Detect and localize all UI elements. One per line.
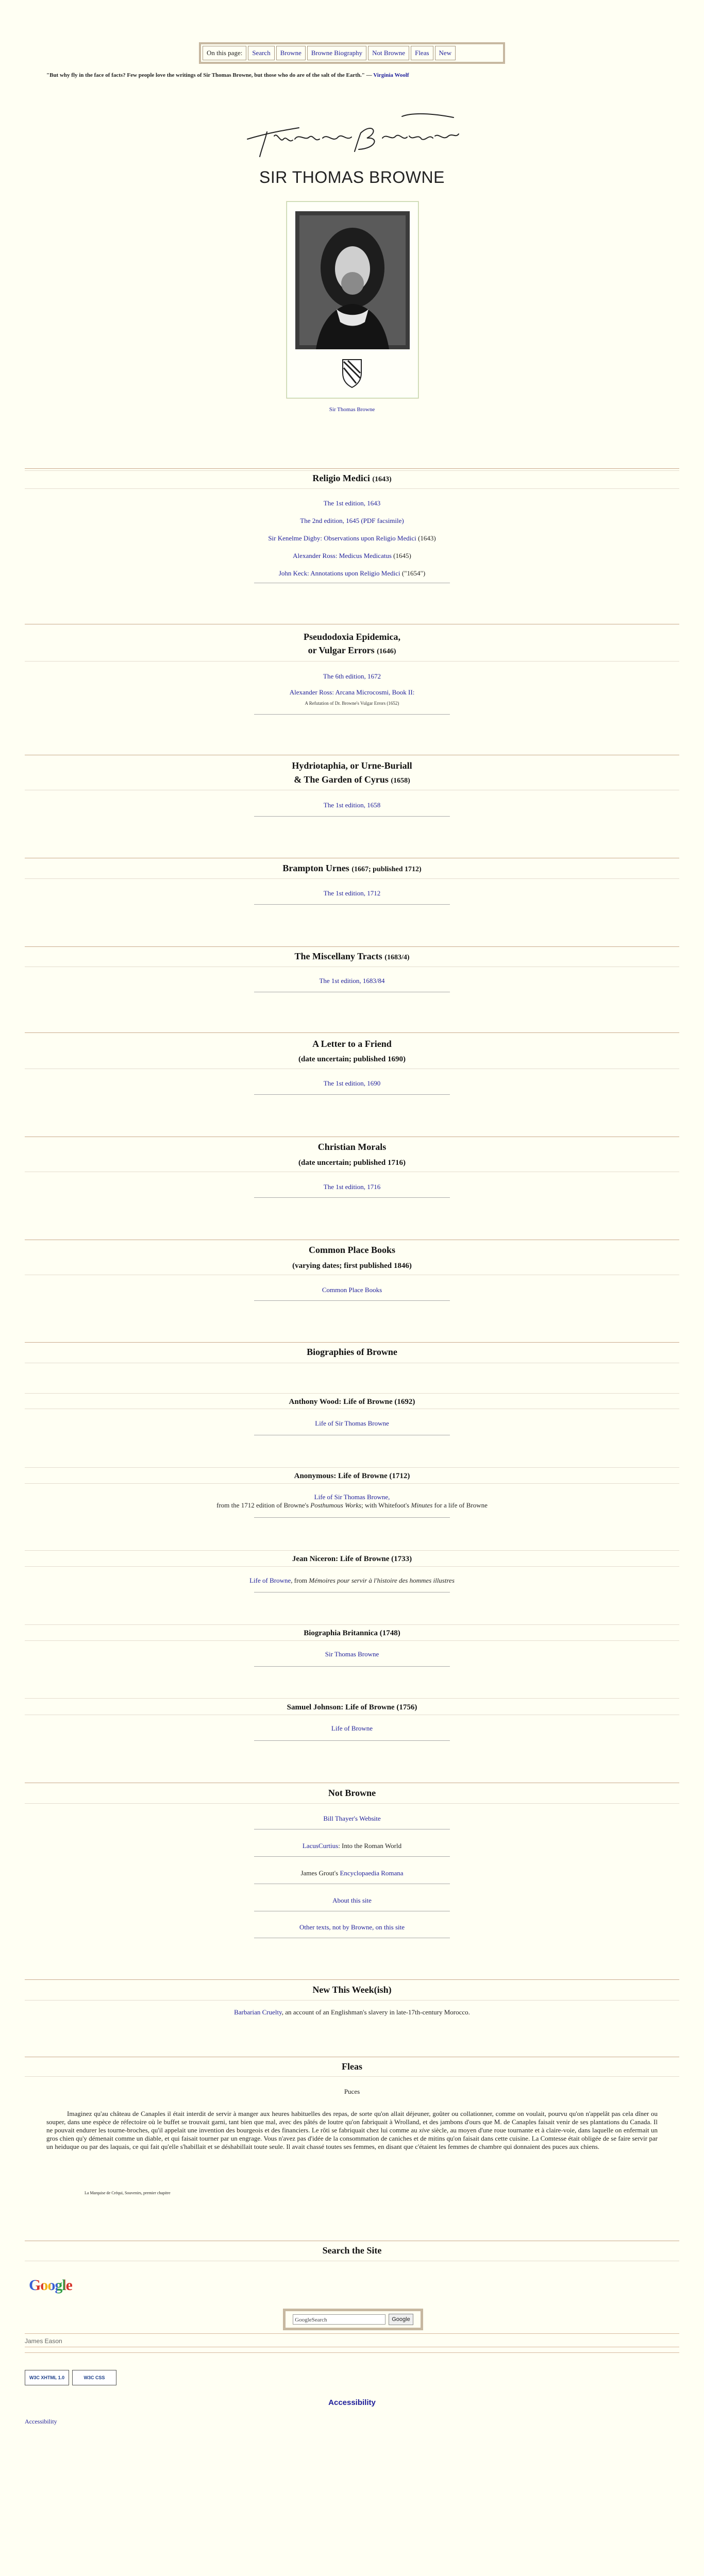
item-suffix: (1643) (416, 534, 436, 542)
rule (254, 714, 450, 715)
footer-author: James Eason (25, 2337, 62, 2345)
nav-link[interactable]: New (439, 49, 452, 57)
section-divider (25, 1342, 679, 1343)
section-heading-not-browne (0, 1788, 704, 1799)
quote-author-link[interactable]: Virginia Woolf (373, 72, 409, 78)
nav-link[interactable]: Browne (280, 49, 301, 57)
heading-text: Not Browne (328, 1788, 376, 1798)
bio-link-wood[interactable]: Life of Sir Thomas Browne (315, 1419, 389, 1427)
heading-text: & The Garden of Cyrus (294, 774, 389, 785)
item-suffix: : Into the Roman World (338, 1842, 402, 1850)
not-browne-link-thayer[interactable]: Bill Thayer's Website (323, 1815, 381, 1822)
page-title: SIR THOMAS BROWNE (259, 168, 445, 187)
heading-text: Religio Medici (312, 473, 370, 483)
note-text: ; with Whitefoot's (361, 1501, 411, 1509)
pseudodoxia-link[interactable]: The 6th edition, 1672 (323, 672, 381, 680)
miscellany-link[interactable]: The 1st edition, 1683/84 (319, 977, 385, 985)
coat-of-arms-icon (341, 358, 363, 388)
bio-link-niceron[interactable]: Life of Browne (249, 1577, 291, 1584)
nav-item-new[interactable] (435, 46, 456, 60)
heading-date: (1683/4) (384, 954, 410, 961)
morals-link[interactable]: The 1st edition, 1716 (323, 1183, 381, 1191)
section-heading-biographies (0, 1347, 704, 1358)
nav-label: On this page: (203, 46, 246, 60)
bio-link-anon[interactable]: Life of Sir Thomas Browne, (314, 1493, 390, 1501)
section-divider (25, 2000, 679, 2001)
heading-text: Fleas (342, 2061, 362, 2072)
heading-text: Common Place Books (309, 1245, 395, 1255)
heading-text: Christian Morals (317, 1142, 387, 1152)
section-heading-pseudodoxia-2 (0, 645, 704, 656)
page-nav (199, 42, 505, 64)
item-text: James Grout's (300, 1869, 340, 1877)
section-divider (25, 1698, 679, 1699)
rule (254, 816, 450, 817)
religio-link[interactable]: Sir Kenelme Digby: Observations upon Religio Medici (268, 534, 416, 542)
portrait-frame (287, 201, 418, 398)
rule (254, 1197, 450, 1198)
section-divider (25, 1640, 679, 1641)
nav-item-browne[interactable] (276, 46, 306, 60)
heading-text: Search the Site (322, 2245, 382, 2256)
section-heading-miscellany (0, 951, 704, 962)
rule (254, 1666, 450, 1667)
section-divider (25, 1550, 679, 1551)
nav-item-not-browne[interactable] (368, 46, 409, 60)
section-divider (25, 2076, 679, 2077)
section-heading-search (0, 2245, 704, 2256)
heading-date: (1667; published 1712) (351, 866, 422, 873)
fleas-text-part: siècle, au moyen d'une roue tournante et à claire-voie, dans laquelle on enfermait un gros chien qu'y démenait comme un diable, et qui faisait tourner par un engrage. Vous n'avez pas d'idée de la consommation de caniches et de mitins qu'on faisait dans cette cuisine. La Comtesse était obligée de se faire servir par un heiduque ou par des laquais, ce qui fait qu'elle s'habillait et se déshabillait toute seule. Il avait chassé toutes ses femmes, en disant que c'étaient les femmes de chambre qui donnaient des puces aux chiens. (46, 2126, 658, 2150)
note-emphasis: Minutes (411, 1501, 433, 1509)
not-browne-link-other[interactable]: Other texts, not by Browne, on this site (299, 1923, 405, 1931)
commonplace-link[interactable]: Common Place Books (322, 1286, 382, 1294)
bio-link-johnson[interactable]: Life of Browne (331, 1724, 373, 1732)
epigraph-quote (46, 72, 658, 78)
not-browne-link-lacus[interactable]: LacusCurtius (302, 1842, 339, 1850)
heading-date: (date uncertain; published 1716) (298, 1159, 406, 1167)
search-button[interactable]: Google (389, 2314, 413, 2325)
section-heading-letter (0, 1039, 704, 1049)
footer-divider (25, 2333, 679, 2334)
nav-item-fleas[interactable] (411, 46, 433, 60)
religio-link[interactable]: The 1st edition, 1643 (323, 499, 381, 507)
heading-text: New This Week(ish) (312, 1985, 392, 1995)
heading-text: A Letter to a Friend (312, 1039, 392, 1049)
heading-text: Hydriotaphia, or Urne-Buriall (292, 760, 412, 771)
heading-date: (varying dates; first published 1846) (292, 1262, 412, 1270)
search-form (283, 2309, 423, 2330)
section-divider (25, 1979, 679, 1980)
rule (254, 1517, 450, 1518)
section-heading-pseudodoxia (0, 632, 704, 642)
fleas-text-part: Imaginez qu'au château de Canaples il était interdit de servir à manger aux heures habituelles des repas, de sorte qu'on allait déjeuner, goûter ou collationner, comme on voulait, pourvu qu'on n'appelât pas cela dîner ou souper, dans une espèce de réfectoire où le buffet se trouvait garni, tant bien que mal, avec des pâtés de loutre qu'on fabriquait à Wrolland, et des jambons d'ours que M. de Canaples faisait venir de ses plantations du Canada. Il ne pouvait endurer les tourne-broches, qu'il appelait une invention des bourgeois et des financiers. Le rôti se fabriquait chez lui comme au (46, 2110, 658, 2134)
rule (254, 1300, 450, 1301)
bio-heading-wood: Anthony Wood: Life of Browne (1692) (289, 1398, 415, 1406)
item-suffix: ("1654") (400, 569, 426, 577)
nav-link[interactable]: Search (252, 49, 271, 57)
section-divider (25, 1032, 679, 1033)
heading-text: Pseudodoxia Epidemica, (303, 632, 401, 642)
section-divider (25, 1624, 679, 1625)
religio-link[interactable]: The 2nd edition, 1645 (PDF facsimile) (300, 517, 404, 524)
section-divider (25, 1803, 679, 1804)
heading-text: Biographies of Browne (307, 1347, 397, 1357)
section-heading-letter-date (0, 1055, 704, 1064)
section-heading-hydriotaphia-2 (0, 774, 704, 785)
religio-link[interactable]: John Keck: Annotations upon Religio Medici (278, 569, 400, 577)
google-logo (29, 2277, 72, 2294)
section-divider (25, 1467, 679, 1468)
section-heading-brampton (0, 863, 704, 874)
not-browne-link-grout[interactable]: Encyclopaedia Romana (340, 1869, 404, 1877)
w3c-xhtml-badge[interactable]: W3C XHTML 1.0 (25, 2370, 69, 2385)
note-emphasis: Posthumous Works (310, 1501, 362, 1509)
letter-link[interactable]: The 1st edition, 1690 (323, 1079, 381, 1087)
nav-link[interactable]: Browne Biography (311, 49, 363, 57)
quote-text: "But why fly in the face of facts? Few people love the writings of Sir Thomas Browne, but those who do are of the salt of the Earth." — (46, 72, 374, 78)
new-text: , an account of an Englishman's slavery in late-17th-century Morocco. (281, 2008, 470, 2016)
nav-link[interactable]: Not Browne (372, 49, 406, 57)
rule (254, 1856, 450, 1857)
bio-heading-anon: Anonymous: Life of Browne (1712) (294, 1472, 410, 1480)
w3c-css-badge[interactable]: W3C CSS (72, 2370, 116, 2385)
note-text: for a life of Browne (432, 1501, 488, 1509)
pseudodoxia-note: A Refutation of Dr. Browne's Vulgar Errors (1652) (305, 701, 399, 706)
brampton-link[interactable]: The 1st edition, 1712 (323, 889, 381, 897)
bio-link-britannica[interactable]: Sir Thomas Browne (325, 1650, 379, 1658)
note-text: from the 1712 edition of Browne's (216, 1501, 311, 1509)
not-browne-grout (0, 1869, 704, 1877)
portrait-image (295, 211, 410, 349)
google-logo-text: Google (29, 2277, 72, 2294)
section-divider (25, 1393, 679, 1394)
nav-link[interactable]: Fleas (415, 49, 429, 57)
section-divider (25, 1566, 679, 1567)
rule (254, 1740, 450, 1741)
fleas-text-em: xive (418, 2126, 430, 2134)
section-heading-morals-date (0, 1159, 704, 1167)
heading-text: or Vulgar Errors (308, 645, 375, 655)
heading-date: (1643) (372, 476, 392, 483)
section-heading-commonplace-date (0, 1262, 704, 1270)
nav-item-search[interactable] (248, 46, 274, 60)
heading-date: (1658) (391, 777, 410, 785)
hydriotaphia-link[interactable]: The 1st edition, 1658 (323, 801, 381, 809)
section-divider (25, 946, 679, 947)
fleas-subtitle: Puces (344, 2088, 360, 2095)
bio-heading-britannica: Biographia Britannica (1748) (304, 1629, 400, 1637)
section-heading-religio (0, 473, 704, 484)
heading-text: The Miscellany Tracts (294, 951, 382, 961)
section-divider (25, 488, 679, 489)
not-browne-link-about[interactable]: About this site (332, 1896, 372, 1904)
signature-image (237, 107, 467, 164)
heading-date: (date uncertain; published 1690) (298, 1055, 406, 1063)
rule (254, 904, 450, 905)
search-input[interactable]: GoogleSearch (293, 2314, 385, 2325)
section-divider (25, 470, 679, 471)
section-divider (25, 1483, 679, 1484)
footer-divider (25, 2352, 679, 2353)
rule (254, 1094, 450, 1095)
section-heading-hydriotaphia (0, 760, 704, 771)
section-heading-morals (0, 1142, 704, 1153)
bio-heading-johnson: Samuel Johnson: Life of Browne (1756) (287, 1703, 417, 1711)
section-heading-commonplace (0, 1245, 704, 1256)
section-divider (25, 661, 679, 662)
item-suffix: (1645) (391, 552, 411, 560)
fleas-citation: La Marquise de Créqui, Souvenirs, premier chapitre (85, 2191, 171, 2195)
accessibility-heading: Accessibility (328, 2398, 376, 2407)
note-emphasis: Mémoires pour servir à l'histoire des hommes illustres (309, 1577, 455, 1584)
bio-heading-niceron: Jean Niceron: Life of Browne (1733) (292, 1555, 412, 1563)
section-divider (25, 468, 679, 469)
portrait-caption-link[interactable]: Sir Thomas Browne (329, 406, 375, 413)
note-text: , from (291, 1577, 309, 1584)
bio-note-anon (0, 1501, 704, 1510)
heading-date: (1646) (377, 648, 396, 655)
religio-link[interactable]: Alexander Ross: Medicus Medicatus (293, 552, 392, 560)
section-heading-new (0, 1985, 704, 1995)
nav-item-biography[interactable] (307, 46, 366, 60)
section-heading-fleas (0, 2061, 704, 2072)
new-link[interactable]: Barbarian Cruelty (234, 2008, 282, 2016)
accessibility-link[interactable]: Accessibility (25, 2418, 57, 2425)
heading-text: Brampton Urnes (282, 863, 349, 873)
pseudodoxia-link[interactable]: Alexander Ross: Arcana Microcosmi, Book II: (289, 688, 415, 696)
section-divider (25, 878, 679, 879)
fleas-text (46, 2110, 658, 2151)
